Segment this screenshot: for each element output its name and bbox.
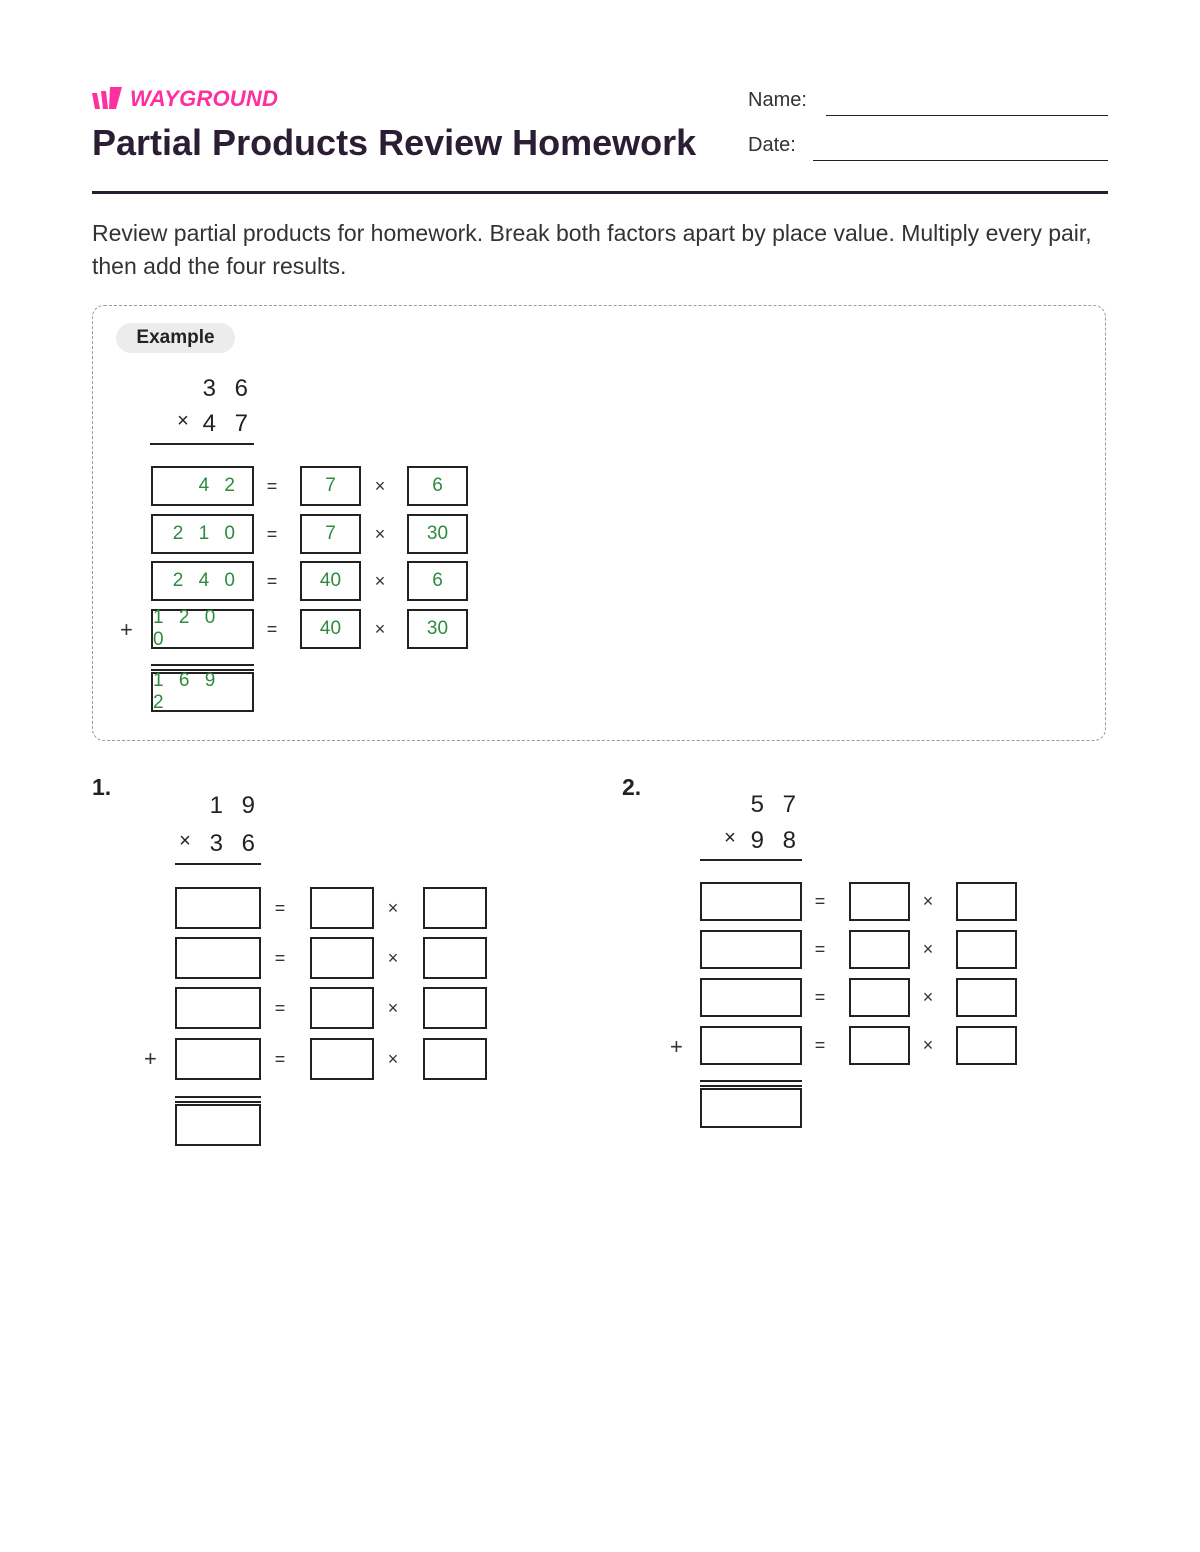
example-factor-a-1: 7 xyxy=(300,466,361,506)
problem-2-sum-line xyxy=(700,1080,802,1087)
problem-1-times-3: × xyxy=(387,998,399,1018)
problem-1-factor-b-1[interactable] xyxy=(423,887,487,929)
problem-2-bottom-factor: 9 8 xyxy=(750,827,802,854)
example-product-1: 4 2 xyxy=(151,466,254,506)
problem-2-product-4[interactable] xyxy=(700,1026,802,1065)
header-divider xyxy=(92,191,1108,194)
problem-1-equals-3: = xyxy=(274,998,286,1018)
brand-name: WAYGROUND xyxy=(130,86,279,111)
problem-2-times-sign: × xyxy=(724,827,736,849)
problem-2-factor-b-2[interactable] xyxy=(956,930,1017,969)
example-times-3: × xyxy=(374,571,386,591)
example-badge: Example xyxy=(116,323,235,353)
problem-1-product-2[interactable] xyxy=(175,937,261,979)
problem-1-total[interactable] xyxy=(175,1104,261,1146)
problem-1-factor-b-3[interactable] xyxy=(423,987,487,1029)
problem-1-times-1: × xyxy=(387,898,399,918)
example-product-4: 1 2 0 0 xyxy=(151,609,254,649)
example-factor-line xyxy=(150,443,254,445)
wayground-logo-icon xyxy=(92,87,124,111)
problem-2-factor-a-2[interactable] xyxy=(849,930,910,969)
example-total: 1 6 9 2 xyxy=(151,672,254,712)
example-factor-b-4: 30 xyxy=(407,609,468,649)
problem-2-times-2: × xyxy=(922,939,934,959)
problem-1-equals-2: = xyxy=(274,948,286,968)
date-field[interactable] xyxy=(813,160,1108,161)
example-factor-b-2: 30 xyxy=(407,514,468,554)
example-times-1: × xyxy=(374,476,386,496)
example-top-factor: 3 6 xyxy=(202,375,254,402)
problem-1-plus-sign: + xyxy=(144,1046,157,1071)
example-bottom-factor: 4 7 xyxy=(202,410,254,437)
problem-1-factor-a-4[interactable] xyxy=(310,1038,374,1080)
problem-1-times-4: × xyxy=(387,1049,399,1069)
problem-2-number: 2. xyxy=(622,774,642,800)
example-factor-b-1: 6 xyxy=(407,466,468,506)
problem-2-factor-b-1[interactable] xyxy=(956,882,1017,921)
problem-1-product-1[interactable] xyxy=(175,887,261,929)
problem-1-factor-line xyxy=(175,863,261,865)
problem-1-bottom-factor: 3 6 xyxy=(209,830,261,857)
problem-2-times-4: × xyxy=(922,1035,934,1055)
example-factor-a-4: 40 xyxy=(300,609,361,649)
example-product-3: 2 4 0 xyxy=(151,561,254,601)
problem-1-equals-1: = xyxy=(274,898,286,918)
problem-1-factor-a-1[interactable] xyxy=(310,887,374,929)
problem-2-equals-2: = xyxy=(814,939,826,959)
problem-1-factor-b-2[interactable] xyxy=(423,937,487,979)
example-times-sign: × xyxy=(177,410,189,432)
problem-2-factor-b-3[interactable] xyxy=(956,978,1017,1017)
problem-2-equals-4: = xyxy=(814,1035,826,1055)
problem-2-total[interactable] xyxy=(700,1088,802,1128)
name-label: Name: xyxy=(748,89,807,111)
problem-2-equals-3: = xyxy=(814,987,826,1007)
example-factor-b-3: 6 xyxy=(407,561,468,601)
date-label: Date: xyxy=(748,134,796,156)
problem-2-times-3: × xyxy=(922,987,934,1007)
problem-2-factor-a-3[interactable] xyxy=(849,978,910,1017)
problem-1-factor-a-3[interactable] xyxy=(310,987,374,1029)
name-field[interactable] xyxy=(826,115,1108,116)
problem-2-equals-1: = xyxy=(814,891,826,911)
example-times-2: × xyxy=(374,524,386,544)
example-factor-a-2: 7 xyxy=(300,514,361,554)
problem-2-top-factor: 5 7 xyxy=(750,791,802,818)
problem-1-top-factor: 1 9 xyxy=(209,792,261,819)
example-plus-sign: + xyxy=(120,617,133,642)
example-equals-4: = xyxy=(266,619,278,639)
problem-2-factor-a-1[interactable] xyxy=(849,882,910,921)
page-title: Partial Products Review Homework xyxy=(92,122,697,163)
instructions: Review partial products for homework. Break both factors apart by place value. Multiply every pair, then add the four results. xyxy=(92,220,1092,279)
example-equals-3: = xyxy=(266,571,278,591)
example-equals-1: = xyxy=(266,476,278,496)
example-factor-a-3: 40 xyxy=(300,561,361,601)
problem-2-product-1[interactable] xyxy=(700,882,802,921)
problem-1-equals-4: = xyxy=(274,1049,286,1069)
problem-1-factor-b-4[interactable] xyxy=(423,1038,487,1080)
problem-2-factor-line xyxy=(700,859,802,861)
problem-1-number: 1. xyxy=(92,774,112,800)
problem-1-times-2: × xyxy=(387,948,399,968)
brand-logo xyxy=(92,86,278,112)
example-equals-2: = xyxy=(266,524,278,544)
problem-2-product-3[interactable] xyxy=(700,978,802,1017)
problem-1-factor-a-2[interactable] xyxy=(310,937,374,979)
problem-2-factor-b-4[interactable] xyxy=(956,1026,1017,1065)
example-product-2: 2 1 0 xyxy=(151,514,254,554)
problem-1-sum-line xyxy=(175,1096,261,1103)
problem-2-plus-sign: + xyxy=(670,1034,683,1059)
problem-1-product-3[interactable] xyxy=(175,987,261,1029)
problem-2-times-1: × xyxy=(922,891,934,911)
problem-2-product-2[interactable] xyxy=(700,930,802,969)
example-times-4: × xyxy=(374,619,386,639)
problem-1-times-sign: × xyxy=(179,830,191,852)
problem-2-factor-a-4[interactable] xyxy=(849,1026,910,1065)
problem-1-product-4[interactable] xyxy=(175,1038,261,1080)
